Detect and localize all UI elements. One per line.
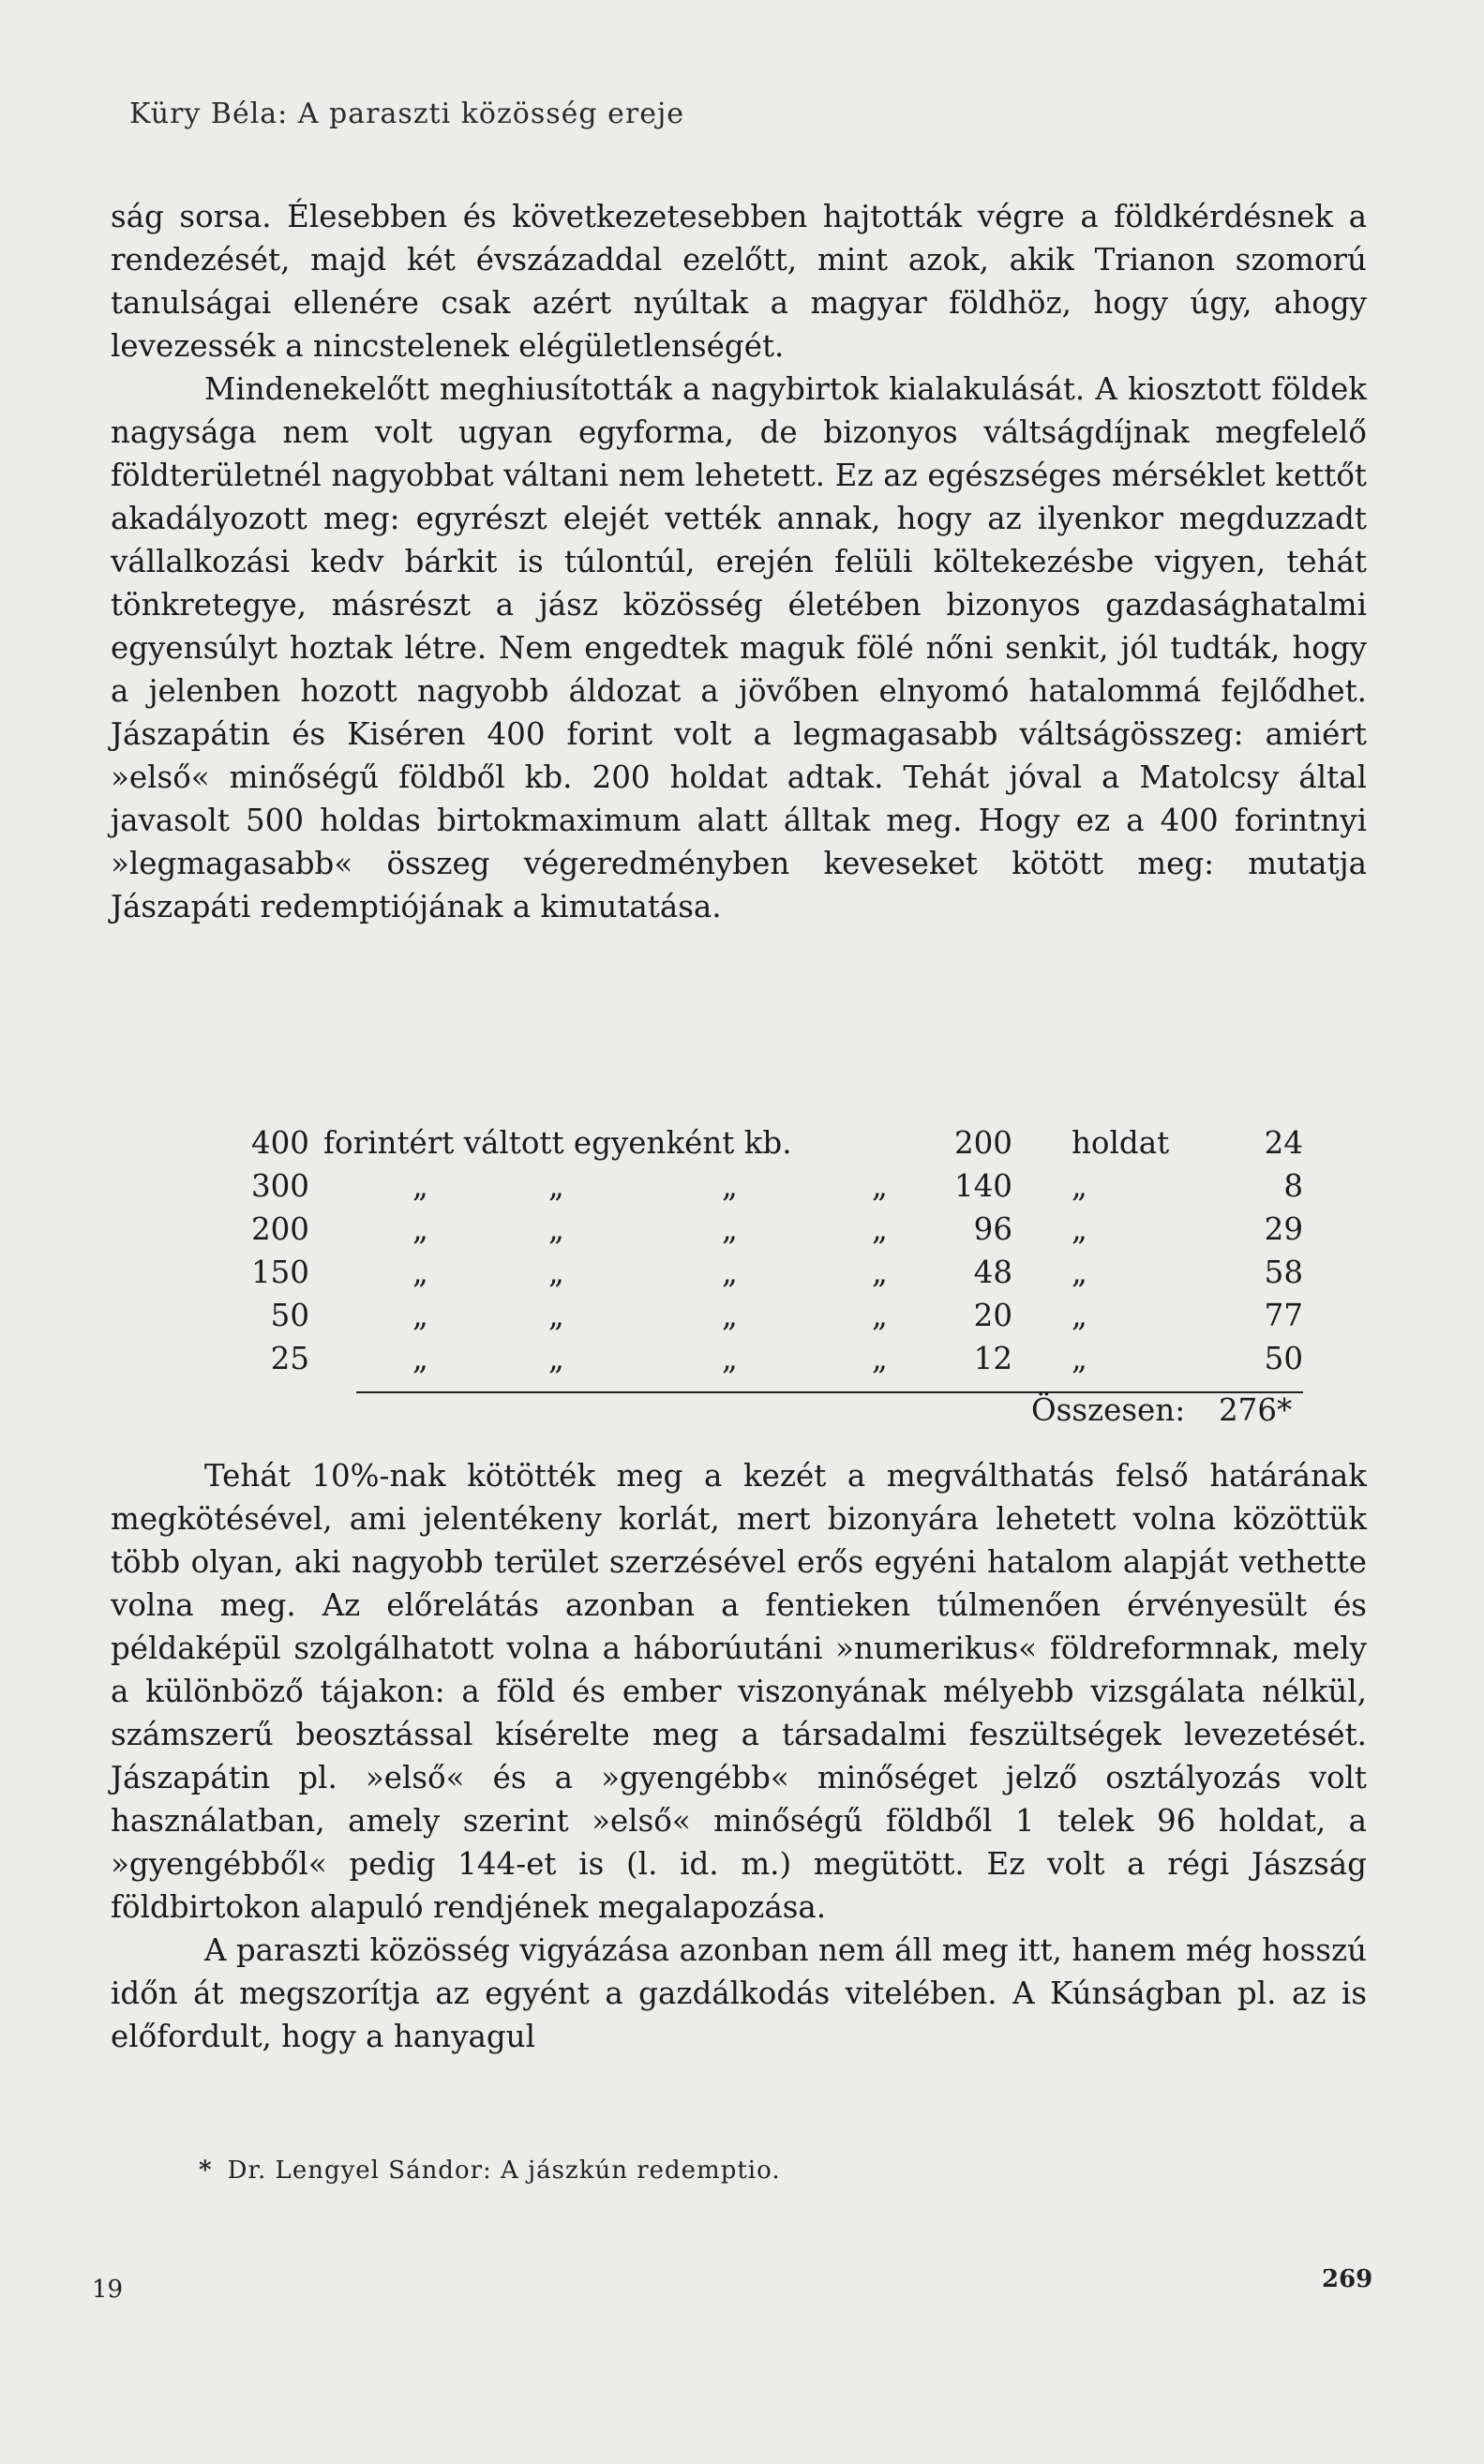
ditto-mark: „ <box>412 1298 428 1333</box>
table-row <box>234 1208 1303 1251</box>
table-cell-unit: holdat <box>1072 1125 1170 1161</box>
ditto-mark: „ <box>548 1168 564 1204</box>
table-cell-holds: 20 <box>973 1298 1012 1333</box>
ditto-mark: „ <box>412 1255 428 1290</box>
ditto-mark: „ <box>722 1298 738 1333</box>
table-total <box>1031 1389 1293 1432</box>
table-cell-count: 24 <box>1264 1125 1303 1161</box>
table-cell-holds: 12 <box>973 1341 1012 1376</box>
page-number: 269 <box>1322 2265 1373 2293</box>
ditto-mark: „ <box>722 1168 738 1204</box>
table-row <box>234 1121 1303 1164</box>
table-cell-amount: 50 <box>270 1298 309 1333</box>
footnote-mark: * <box>199 2156 213 2185</box>
ditto-mark: „ <box>412 1168 428 1204</box>
table-row <box>234 1164 1303 1208</box>
ditto-mark: „ <box>1072 1298 1087 1333</box>
redemption-table <box>234 1121 1303 1380</box>
paragraph: ság sorsa. Élesebben és következetesebben hajtották végre a földkérdésnek a rendezését, majd két évszázaddal ezelőtt, mint azok, akik Trianon szomorú tanulságai ellenére csak azért nyúltak a magyar földhöz, hogy úgy, ahogy levezessék a nincstelenek elégületlenségét. <box>111 199 1367 364</box>
paragraph: Tehát 10%-nak kötötték meg a kezét a megválthatás felső határának megkötésével, ami jelentékeny korlát, mert bizonyára lehetett volna közöttük több olyan, aki nagyobb terület szerzésével erős egyéni hatalom alapját vethette volna meg. Az előrelátás azonban a fentieken túlmenően érvényesült és példaképül szolgálhatott volna a háborúutáni »numerikus« földreformnak, mely a különböző tájakon: a föld és ember viszonyának mélyebb vizsgálata nélkül, számszerű beosztással kísérelte meg a társadalmi feszültségek levezetését. Jászapátin pl. »első« és a »gyengébb« minőséget jelző osztályozás volt használatban, amely szerint »első« minőségű földből 1 telek 96 holdat, a »gyengébből« pedig 144-et is (l. id. m.) megütött. Ez volt a régi Jászság földbirtokon alapuló rendjének megalapozása. <box>111 1458 1367 1925</box>
table-cell-amount: 300 <box>250 1168 309 1204</box>
table-cell-holds: 140 <box>953 1168 1012 1204</box>
ditto-mark: „ <box>872 1211 888 1247</box>
total-value: 276* <box>1219 1392 1293 1428</box>
ditto-mark: „ <box>412 1341 428 1376</box>
ditto-mark: „ <box>722 1255 738 1290</box>
ditto-mark: „ <box>548 1341 564 1376</box>
table-cell-count: 77 <box>1264 1298 1303 1333</box>
printer-signature: 19 <box>92 2276 124 2304</box>
paragraph: Mindenekelőtt meghiusították a nagybirtok kialakulását. A kiosztott földek nagysága nem volt ugyan egyforma, de bizonyos váltságdíjnak megfelelő földterületnél nagyobbat váltani nem lehetett. Ez az egészséges mérséklet kettőt akadályozott meg: egyrészt elejét vették annak, hogy az ilyenkor megduzzadt vállalkozási kedv bárkit is túlontúl, erején felüli költekezésbe vigyen, tehát tönkretegye, másrészt a jász közösség életében bizonyos gazdasághatalmi egyensúlyt hoztak létre. Nem engedtek maguk fölé nőni senkit, jól tudták, hogy a jelenben hozott nagyobb áldozat a jövőben elnyomó hatalommá fejlődhet. Jászapátin és Kiséren 400 forint volt a legmagasabb váltságösszeg: amiért »első« minőségű földből kb. 200 holdat adtak. Tehát jóval a Matolcsy által javasolt 500 holdas birtokmaximum alatt álltak meg. Hogy ez a 400 forintnyi »legmagasabb« összeg végeredményben keveseket kötött meg: mutatja Jászapáti redemptiójának a kimutatása. <box>111 371 1367 924</box>
ditto-mark: „ <box>722 1341 738 1376</box>
ditto-mark: „ <box>412 1211 428 1247</box>
ditto-mark: „ <box>872 1341 888 1376</box>
body-text-top <box>111 195 1367 928</box>
table-cell-amount: 25 <box>270 1341 309 1376</box>
table-cell-holds: 96 <box>973 1211 1012 1247</box>
table-row <box>234 1251 1303 1294</box>
ditto-mark: „ <box>1072 1168 1087 1204</box>
ditto-mark: „ <box>548 1255 564 1290</box>
ditto-mark: „ <box>1072 1211 1087 1247</box>
ditto-mark: „ <box>872 1255 888 1290</box>
table-cell-count: 8 <box>1283 1168 1303 1204</box>
running-header: Küry Béla: A paraszti közösség ereje <box>129 98 685 130</box>
table-cell-amount: 400 <box>250 1125 309 1161</box>
table-cell-description: forintért váltott egyenként kb. <box>323 1125 792 1161</box>
ditto-mark: „ <box>1072 1255 1087 1290</box>
table-cell-count: 50 <box>1264 1341 1303 1376</box>
ditto-mark: „ <box>872 1298 888 1333</box>
ditto-mark: „ <box>1072 1341 1087 1376</box>
paragraph: A paraszti közösség vigyázása azonban nem áll meg itt, hanem még hosszú időn át megszorítja az egyént a gazdálkodás vitelében. A Kúnságban pl. az is előfordult, hogy a hanyagul <box>111 1932 1367 2054</box>
table-cell-count: 29 <box>1264 1211 1303 1247</box>
table-cell-count: 58 <box>1264 1255 1303 1290</box>
body-text-bottom <box>111 1454 1367 2058</box>
total-label: Összesen: <box>1031 1392 1186 1428</box>
table-row <box>234 1337 1303 1380</box>
ditto-mark: „ <box>548 1298 564 1333</box>
footnote-text: Dr. Lengyel Sándor: A jászkún redemptio. <box>227 2156 781 2185</box>
table-cell-amount: 200 <box>250 1211 309 1247</box>
table-cell-holds: 48 <box>973 1255 1012 1290</box>
footnote <box>199 2156 781 2185</box>
ditto-mark: „ <box>872 1168 888 1204</box>
ditto-mark: „ <box>722 1211 738 1247</box>
table-cell-amount: 150 <box>250 1255 309 1290</box>
table-row <box>234 1294 1303 1337</box>
ditto-mark: „ <box>548 1211 564 1247</box>
table-cell-holds: 200 <box>953 1125 1012 1161</box>
